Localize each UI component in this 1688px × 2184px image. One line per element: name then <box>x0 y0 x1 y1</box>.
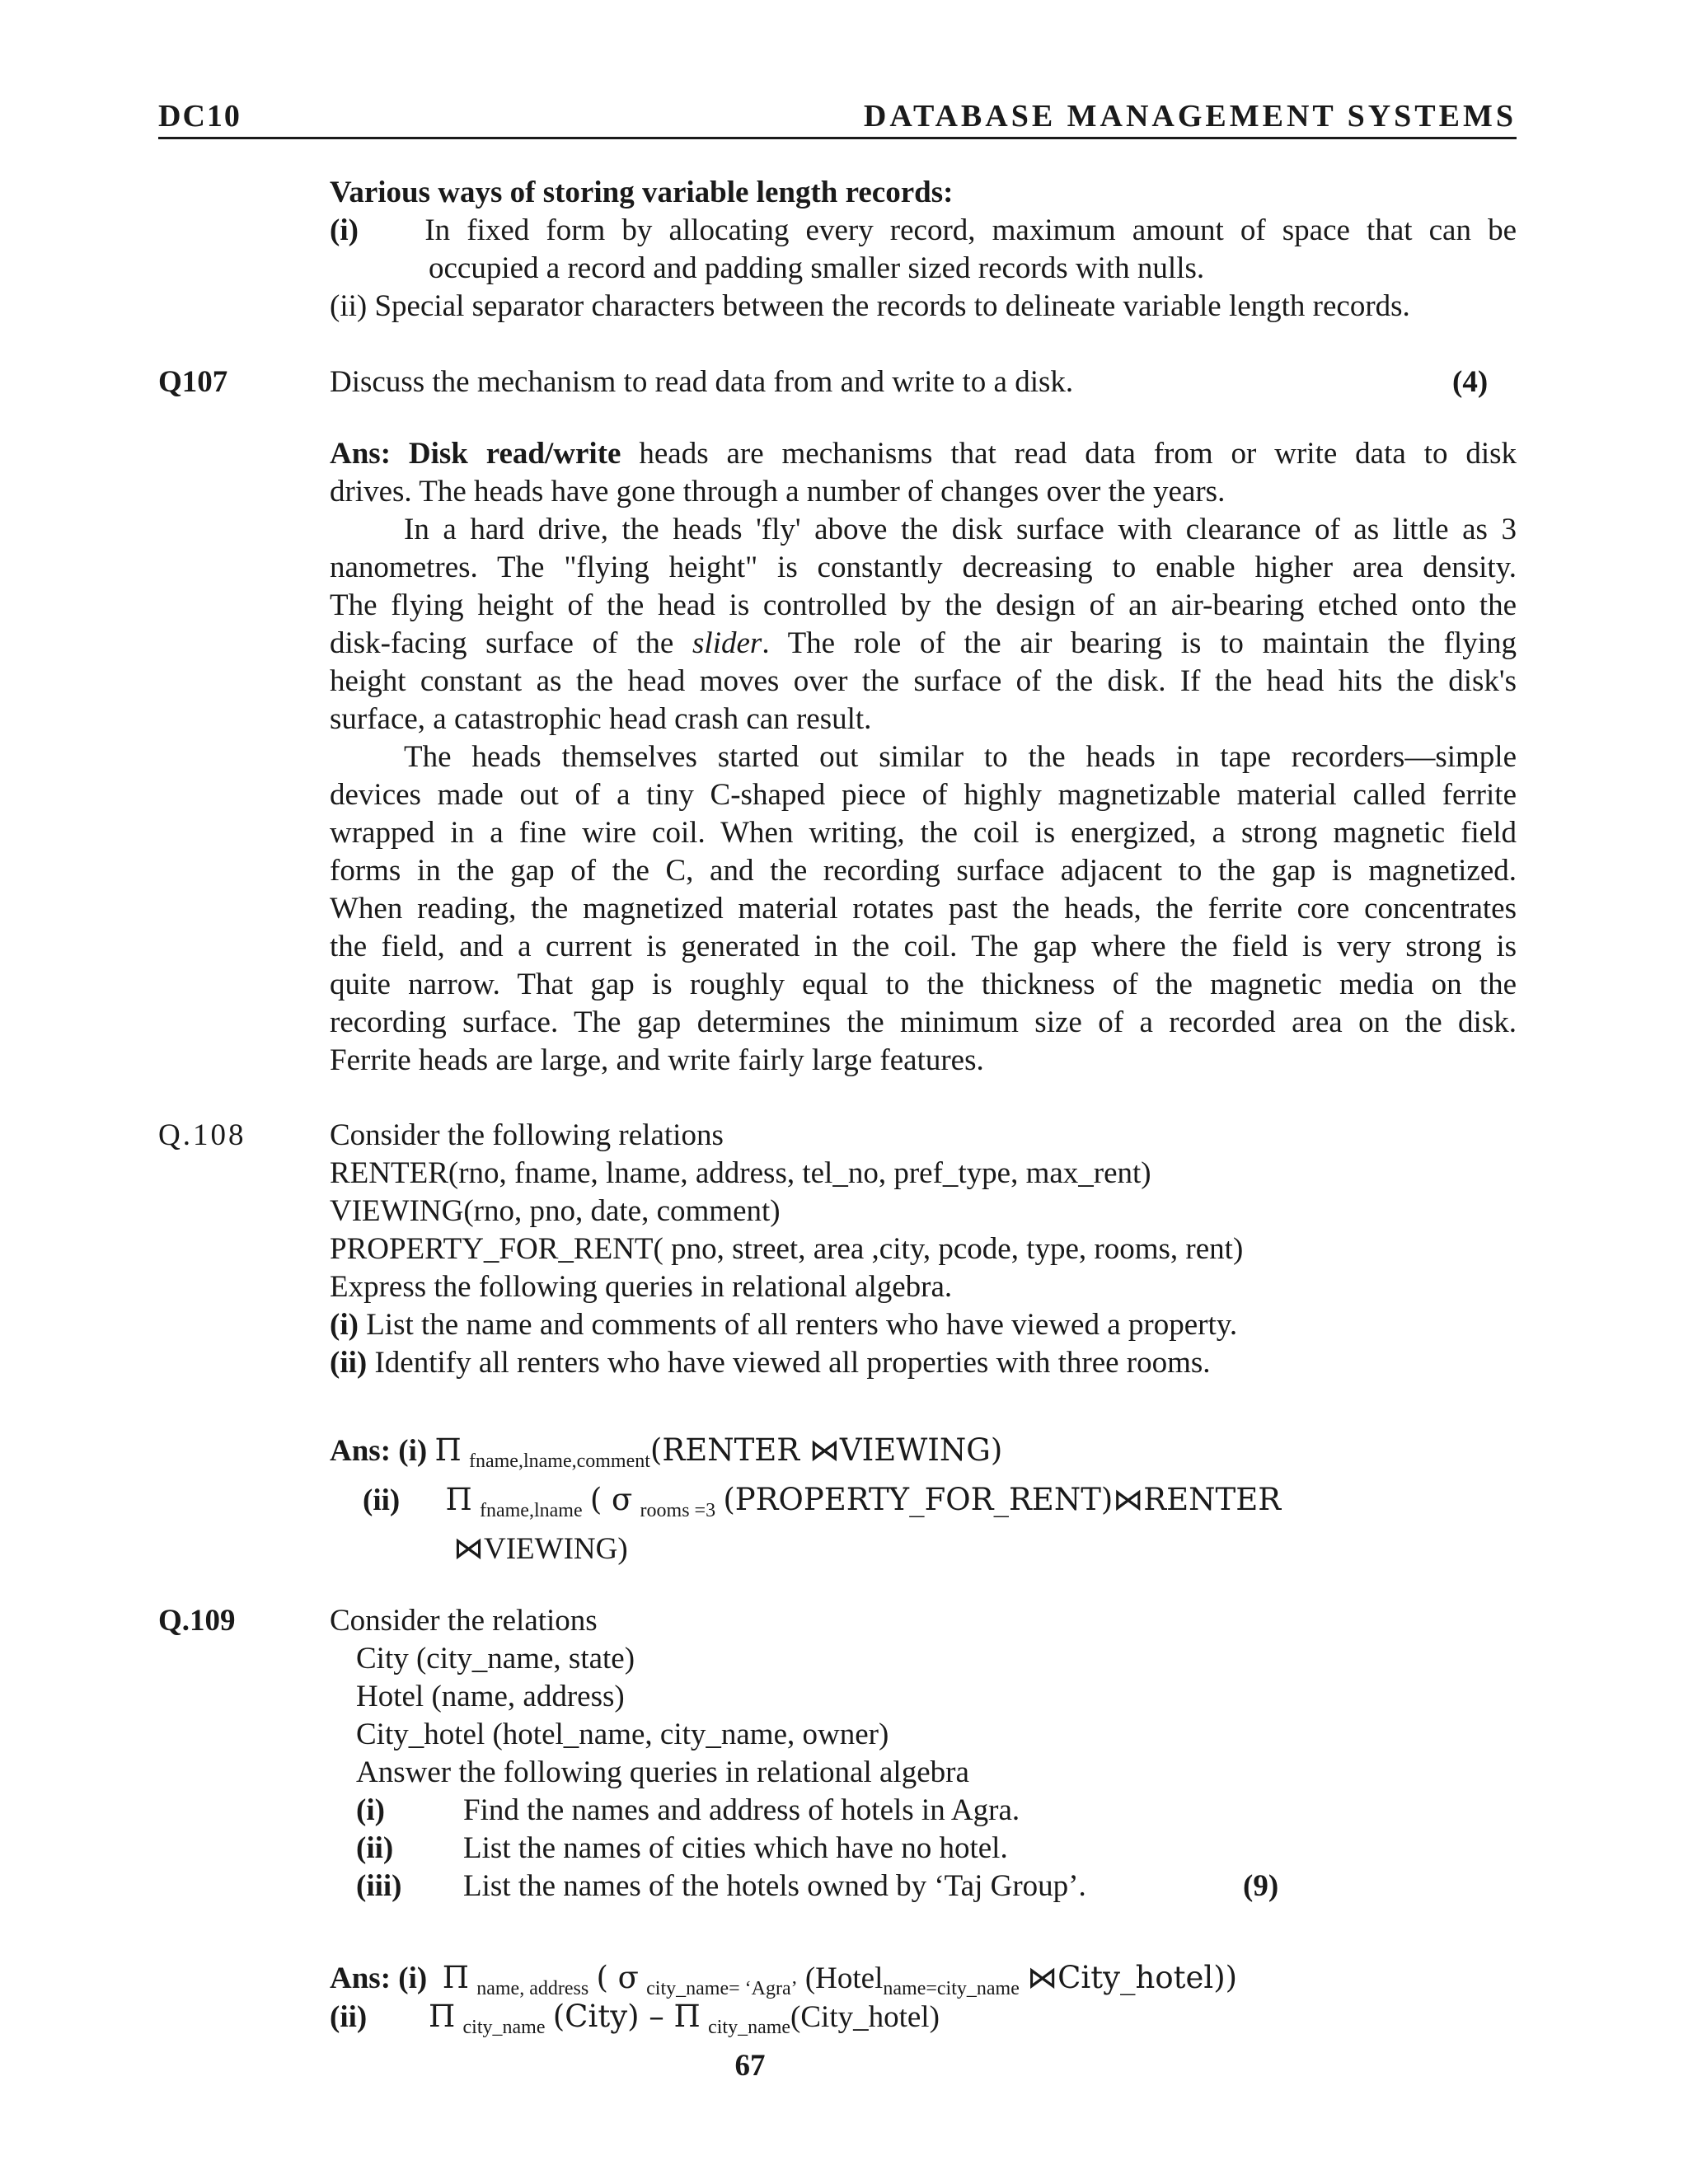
question-label: Q107 <box>158 365 228 399</box>
list-item: (i) In fixed form by allocating every record, maximum amount of space that can be <box>330 213 1517 247</box>
header-title: DATABASE MANAGEMENT SYSTEMS <box>863 99 1517 134</box>
variable-records-section <box>330 174 1517 326</box>
question-item: (ii) List the names of cities which have no hotel. <box>356 1831 1008 1865</box>
answer-line: the field, and a current is generated in the coil. The gap where the field is very strong is <box>330 930 1517 963</box>
list-item: (ii) Special separator characters between the records to delineate variable length records. <box>330 289 1410 323</box>
question-line: City_hotel (hotel_name, city_name, owner) <box>356 1718 889 1751</box>
formula-line: (ii) Π $_{city\_name}$ (City) – Π $_{city\_name}$(City_hotel) <box>330 1999 940 2038</box>
question-item: (i) List the name and comments of all renters who have viewed a property. <box>330 1308 1238 1342</box>
answer-formula <box>330 1432 1517 1470</box>
question-label: Q.108 <box>158 1118 246 1152</box>
answer-line: In a hard drive, the heads 'fly' above the disk surface with clearance of as little as 3 <box>404 513 1517 546</box>
list-item-continuation: occupied a record and padding smaller sized records with nulls. <box>429 251 1205 285</box>
section-title: Various ways of storing variable length records: <box>330 176 954 209</box>
formula-line: Ans: (i) Π $_{fname,lname,comment}$(RENTER ⋈VIEWING) <box>330 1432 1003 1472</box>
question-text <box>330 1602 1517 1905</box>
answer-formula: (ii) Π $_{fname,lname}$ ( σ $_{rooms =3}$ (PROPERTY_FOR_RENT)⋈RENTER <box>363 1482 1282 1521</box>
question-marks: (4) <box>1452 365 1489 399</box>
question-item: (i) Find the names and address of hotels in Agra. <box>356 1793 1020 1827</box>
answer-line: height constant as the head moves over the surface of the disk. If the head hits the disk's <box>330 664 1517 698</box>
answer-line: nanometres. The "flying height" is constantly decreasing to enable higher area density. <box>330 551 1517 584</box>
question-item: (iii) List the names of the hotels owned by ‘Taj Group’. (9) <box>330 1868 1517 1905</box>
answer-line: quite narrow. That gap is roughly equal to the thickness of the magnetic media on the <box>330 968 1517 1001</box>
question-line: Answer the following queries in relational algebra <box>356 1755 969 1789</box>
answer-line: wrapped in a fine wire coil. When writing, the coil is energized, a strong magnetic field <box>330 816 1517 850</box>
answer-formula: ⋈VIEWING) <box>453 1532 628 1566</box>
answer-paragraphs <box>330 435 1517 1080</box>
answer-line: devices made out of a tiny C-shaped piece of highly magnetizable material called ferrite <box>330 778 1517 812</box>
question-line: RENTER(rno, fname, lname, address, tel_no, pref_type, max_rent) <box>330 1156 1151 1190</box>
answer-line: The heads themselves started out similar to the heads in tape recorders—simple <box>404 740 1517 774</box>
header-code: DC10 <box>158 99 241 134</box>
question-line: Consider the relations <box>330 1604 598 1638</box>
question-line: PROPERTY_FOR_RENT( pno, street, area ,city, pcode, type, rooms, rent) <box>330 1232 1244 1266</box>
answer-line: drives. The heads have gone through a number of changes over the years. <box>330 475 1226 509</box>
answer-line: The flying height of the head is controlled by the design of an air-bearing etched onto the <box>330 588 1517 622</box>
answer-line: disk-facing surface of the slider. The role of the air bearing is to maintain the flying <box>330 626 1517 660</box>
question-text <box>330 1117 1517 1382</box>
question-item: (ii) Identify all renters who have viewed all properties with three rooms. <box>330 1346 1211 1380</box>
page-header <box>158 97 1517 139</box>
question-line: Consider the following relations <box>330 1118 724 1152</box>
question-marks: (9) <box>1243 1869 1279 1903</box>
answer-formula <box>330 1959 1517 2036</box>
answer-line: Ans: Disk read/write heads are mechanisms that read data from or write data to disk <box>330 437 1517 471</box>
question-line: Hotel (name, address) <box>356 1680 625 1713</box>
question-line: VIEWING(rno, pno, date, comment) <box>330 1194 781 1228</box>
answer-line: When reading, the magnetized material rotates past the heads, the ferrite core concentrates <box>330 892 1517 926</box>
question-line: City (city_name, state) <box>356 1642 635 1675</box>
page-number: 67 <box>734 2049 766 2083</box>
answer-line: forms in the gap of the C, and the recording surface adjacent to the gap is magnetized. <box>330 854 1517 888</box>
question-text: Discuss the mechanism to read data from and write to a disk. (4) <box>330 363 1517 401</box>
question-line: Express the following queries in relational algebra. <box>330 1270 953 1304</box>
question-label: Q.109 <box>158 1604 236 1638</box>
answer-line: surface, a catastrophic head crash can result. <box>330 702 872 736</box>
formula-line: Ans: (i) Π $_{name, address}$ ( σ $_{city\_name= ‘Agra’}$ (Hotel$_{name=city\_name}$ ⋈City_hotel)) <box>330 1960 1238 1999</box>
answer-line: Ferrite heads are large, and write fairly large features. <box>330 1043 984 1077</box>
answer-line: recording surface. The gap determines the minimum size of a recorded area on the disk. <box>330 1005 1517 1039</box>
